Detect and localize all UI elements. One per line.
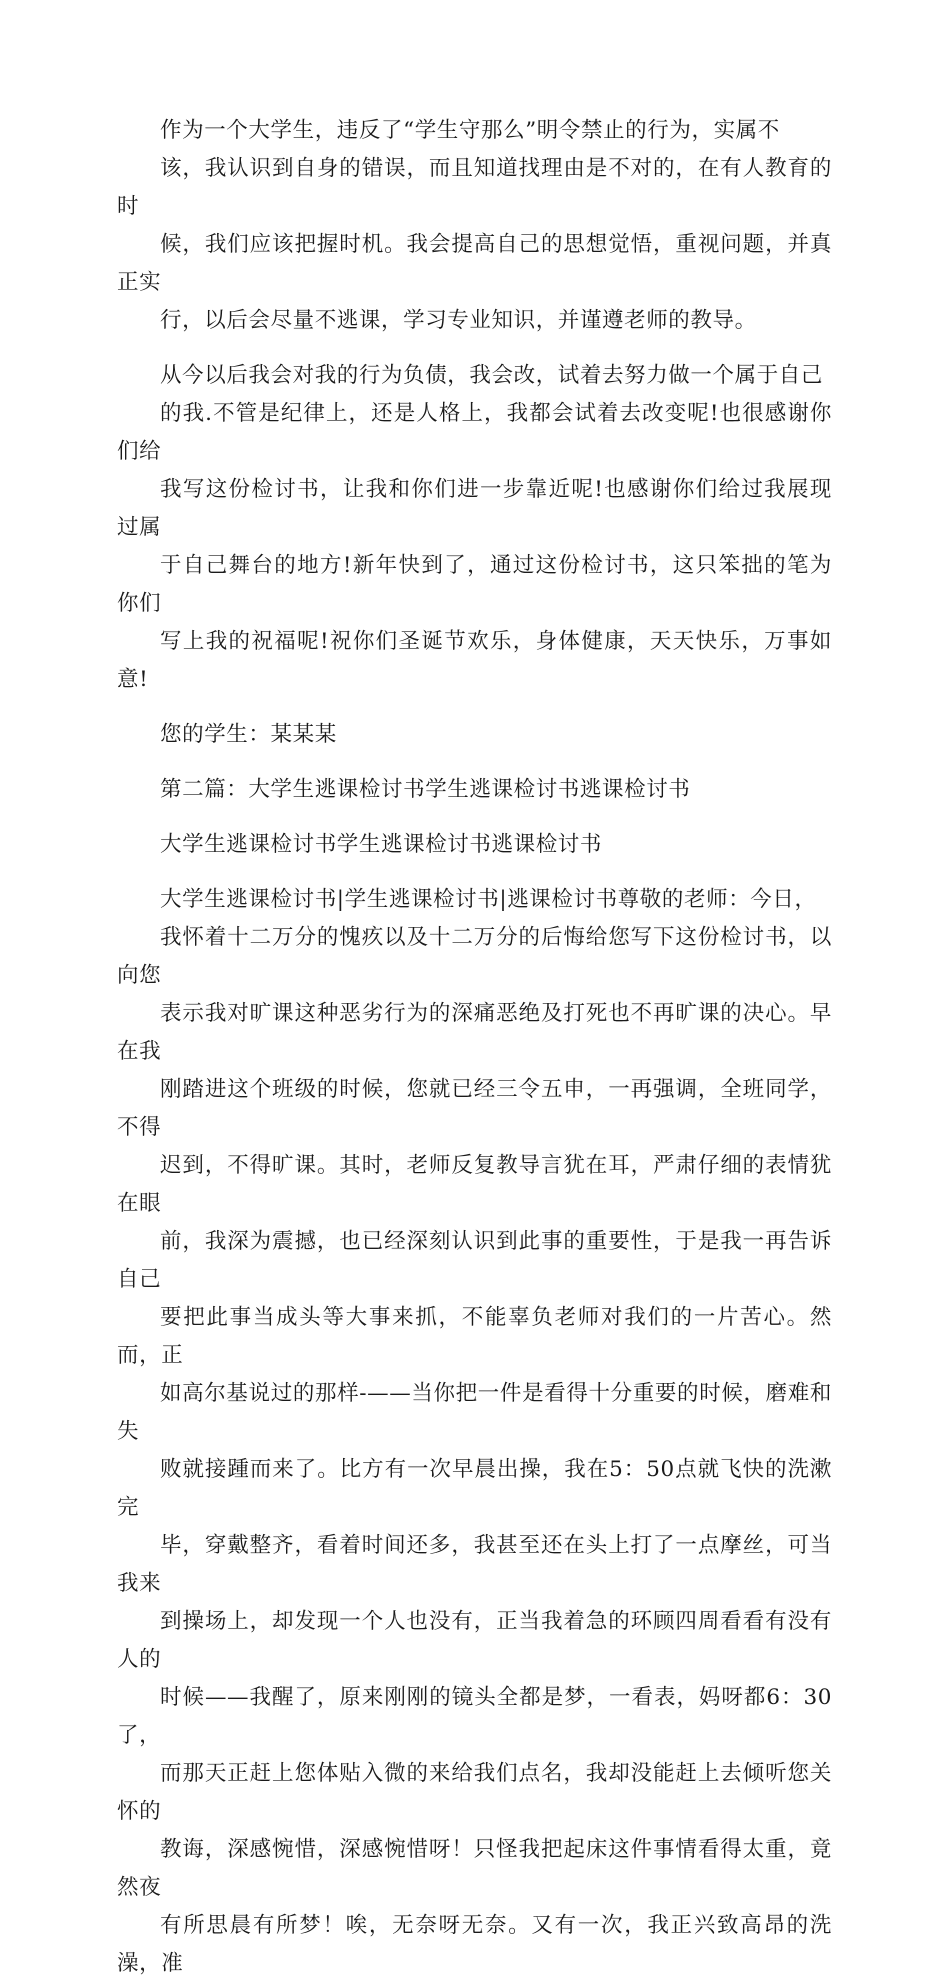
paragraph-promise <box>117 357 832 699</box>
text-line: 大学生逃课检讨书学生逃课检讨书逃课检讨书 <box>160 832 603 857</box>
text-line: 作为一个大学生，违反了“学生守那么”明令禁止的行为，实属不 <box>160 118 780 143</box>
text-line: 的我.不管是纪律上，还是人格上，我都会试着去改变呢!也很感谢你们给 <box>117 401 832 464</box>
text-line: 刚踏进这个班级的时候，您就已经三令五申，一再强调，全班同学，不得 <box>117 1077 832 1140</box>
text-line: 于自己舞台的地方!新年快到了，通过这份检讨书，这只笨拙的笔为你们 <box>117 553 832 616</box>
signature-line <box>117 716 832 754</box>
text-line: 毕，穿戴整齐，看着时间还多，我甚至还在头上打了一点摩丝，可当我来 <box>117 1533 832 1596</box>
document-title <box>117 826 832 864</box>
text-line: 第二篇：大学生逃课检讨书学生逃课检讨书逃课检讨书 <box>160 777 691 802</box>
text-line: 败就接踵而来了。比方有一次早晨出操，我在5：50点就飞快的洗漱完 <box>117 1457 832 1520</box>
text-line: 如高尔基说过的那样-——当你把一件是看得十分重要的时候，磨难和失 <box>117 1381 832 1444</box>
text-line: 我写这份检讨书，让我和你们进一步靠近呢!也感谢你们给过我展现过属 <box>117 477 832 540</box>
text-line: 写上我的祝福呢!祝你们圣诞节欢乐，身体健康，天天快乐，万事如意! <box>117 629 832 692</box>
text-line: 有所思晨有所梦！唉，无奈呀无奈。又有一次，我正兴致高昂的洗澡，准 <box>117 1913 832 1976</box>
text-line: 您的学生：某某某 <box>160 722 337 747</box>
text-line: 要把此事当成头等大事来抓，不能辜负老师对我们的一片苦心。然而，正 <box>117 1305 832 1368</box>
text-line: 表示我对旷课这种恶劣行为的深痛恶绝及打死也不再旷课的决心。早在我 <box>117 1001 832 1064</box>
text-line: 迟到，不得旷课。其时，老师反复教导言犹在耳，严肃仔细的表情犹在眼 <box>117 1153 832 1216</box>
section-heading <box>117 771 832 809</box>
text-line: 而那天正赶上您体贴入微的来给我们点名，我却没能赶上去倾听您关怀的 <box>117 1761 832 1824</box>
text-line: 教诲，深感惋惜，深感惋惜呀！只怪我把起床这件事情看得太重，竟然夜 <box>117 1837 832 1900</box>
text-line: 从今以后我会对我的行为负债，我会改，试着去努力做一个属于自己 <box>160 363 824 388</box>
text-line: 我怀着十二万分的愧疚以及十二万分的后悔给您写下这份检讨书，以向您 <box>117 925 832 988</box>
text-line: 时候——我醒了，原来刚刚的镜头全都是梦，一看表，妈呀都6：30了， <box>117 1685 832 1748</box>
text-line: 前，我深为震撼，也已经深刻认识到此事的重要性，于是我一再告诉自己 <box>117 1229 832 1292</box>
text-line: 候，我们应该把握时机。我会提高自己的思想觉悟，重视问题，并真正实 <box>117 232 832 295</box>
text-line: 该，我认识到自身的错误，而且知道找理由是不对的，在有人教育的时 <box>117 156 832 219</box>
paragraph-apology-intro <box>117 112 832 340</box>
text-line: 到操场上，却发现一个人也没有，正当我着急的环顾四周看看有没有人的 <box>117 1609 832 1672</box>
paragraph-body <box>117 881 832 1983</box>
text-line: 大学生逃课检讨书|学生逃课检讨书|逃课检讨书尊敬的老师：今日， <box>160 887 817 912</box>
text-line: 行，以后会尽量不逃课，学习专业知识，并谨遵老师的教导。 <box>160 308 757 333</box>
